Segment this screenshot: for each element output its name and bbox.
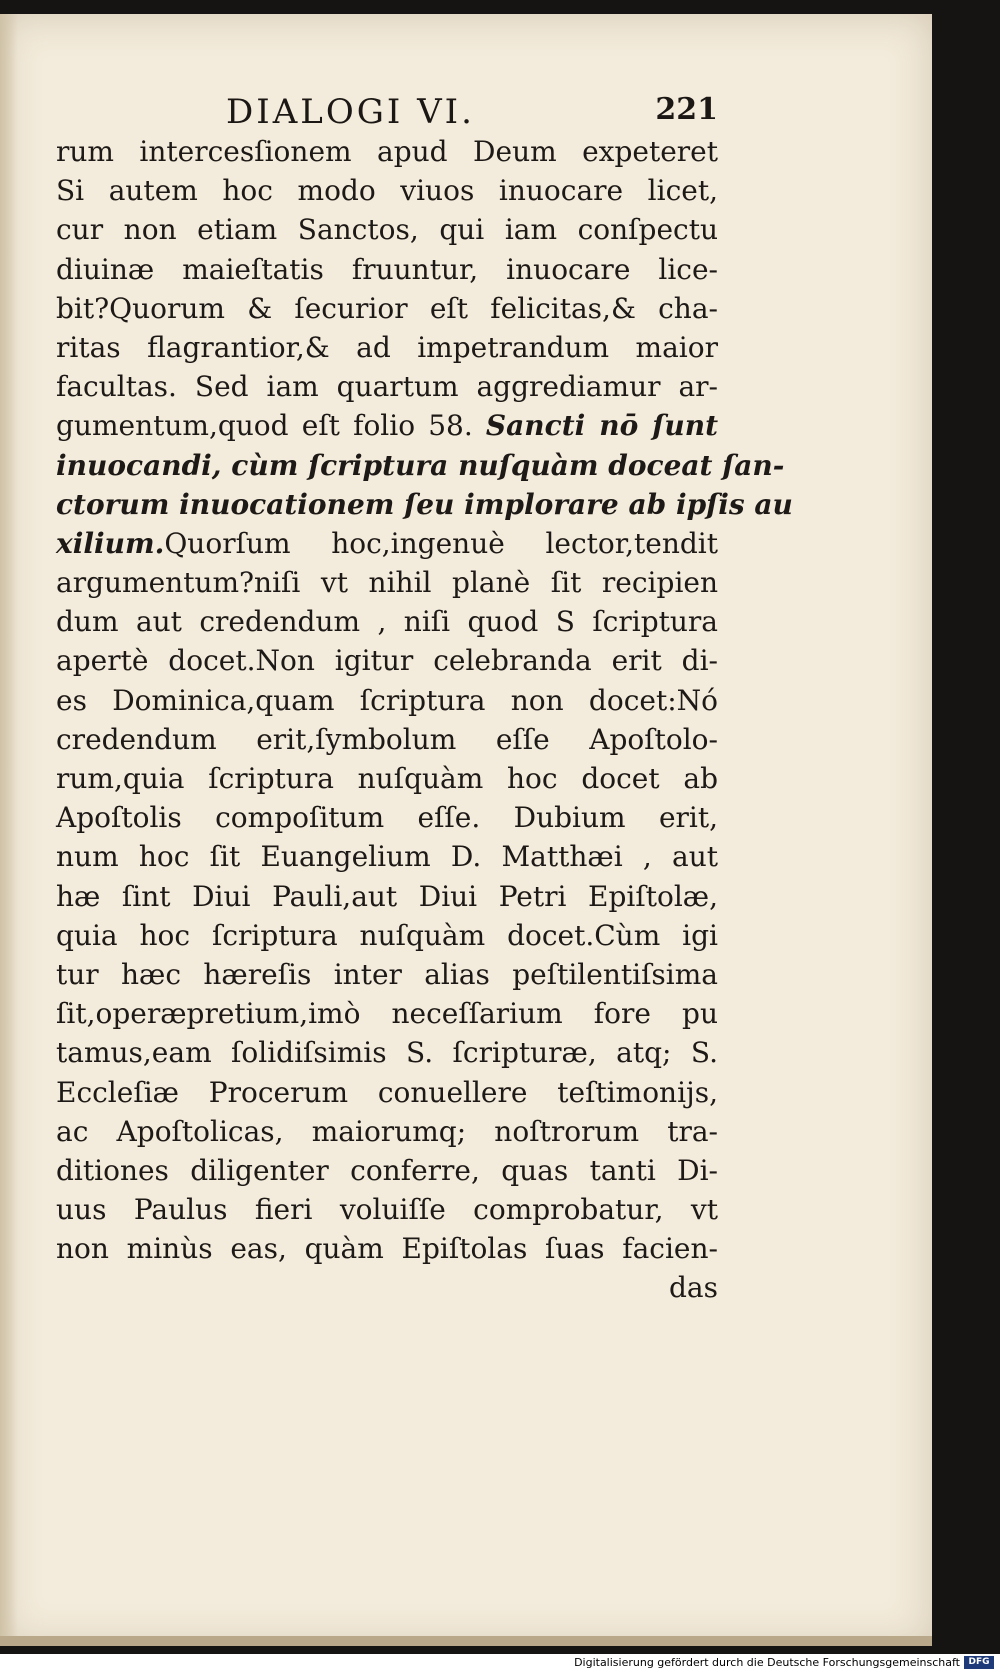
line-text: ditiones diligenter conferre, quas tanti Di- [56,1153,718,1187]
line-text: quia hoc ſcriptura nuſquàm docet.Cùm igi [56,918,718,952]
text-line [56,602,718,641]
text-line [56,720,718,759]
italic-quote: ctorum inuocationem ſeu implorare ab ipſis au [56,487,793,521]
text-line [56,994,718,1033]
dfg-logo: DFG [964,1656,994,1669]
text-line [56,524,718,563]
text-line [56,328,718,367]
line-text: Apoſtolis compoſitum eſſe. Dubium erit, [56,801,718,835]
running-head: DIALOGI VI. [226,92,475,132]
line-text: Eccleſiæ Procerum conuellere teſtimonijs, [56,1075,718,1109]
text-line [56,210,718,249]
text-line [56,289,718,328]
text-line [56,367,718,406]
line-text: ſit,operæpretium,imò neceſſarium fore pu [56,997,718,1031]
text-line [56,916,718,955]
line-text: ac Apoſtolicas, maiorumq; noſtrorum tra- [56,1114,718,1148]
line-text: non minùs eas, quàm Epiſtolas ſuas facien- [56,1232,718,1266]
text-line [56,1190,718,1229]
footer-bar [0,1654,1000,1671]
page-bottom-edge [0,1636,932,1646]
text-line [56,759,718,798]
text-line [56,132,718,171]
line-text: Quorſum hoc,ingenuè lector,tendit [164,526,718,560]
text-line [56,250,718,289]
line-text: gumentum,quod eſt folio 58. [56,409,486,443]
line-text: ritas flagrantior,& ad impetrandum maior [56,330,718,364]
line-text: rum intercesſionem apud Deum expeteret [56,135,718,168]
text-line [56,1229,718,1268]
text-line [56,1112,718,1151]
line-text: tamus,eam ſolidiſsimis S. ſcripturæ, atq; S. [56,1036,718,1070]
funding-notice: Digitalisierung gefördert durch die Deutsche Forschungsgemeinschaft [574,1656,960,1669]
text-line [56,446,785,485]
text-line [56,681,718,720]
line-text: es Dominica,quam ſcriptura non docet:Nó [56,683,718,717]
body-text [56,132,793,1308]
catchword: das [669,1271,718,1305]
line-text: tur hæc hæreſis inter alias peſtilentiſsima [56,957,718,991]
italic-quote: xilium. [56,526,165,560]
text-line [56,798,718,837]
line-text: Si autem hoc modo viuos inuocare licet, [56,174,718,208]
text-line [56,485,793,524]
text-line [56,406,718,445]
line-text: apertè docet.Non igitur celebranda erit di- [56,644,718,678]
page-header [56,92,718,132]
line-text: bit?Quorum & ſecurior eſt felicitas,& cha- [56,291,718,325]
text-line [56,955,718,994]
italic-quote: Sancti nō ſunt [485,409,718,443]
line-text: credendum erit,ſymbolum eſſe Apoſtolo- [56,722,718,756]
text-line [56,1151,718,1190]
text-line [56,641,718,680]
line-text: rum,quia ſcriptura nuſquàm hoc docet ab [56,762,718,795]
line-text: hæ ſint Diui Pauli,aut Diui Petri Epiſtolæ, [56,879,718,913]
italic-quote: inuocandi, cùm ſcriptura nuſquàm doceat ſan- [56,448,785,482]
text-line [56,837,718,876]
text-line [56,1073,718,1112]
line-text: num hoc ſit Euangelium D. Matthæi , aut [56,840,718,874]
page-gutter-shadow [0,14,18,1646]
line-text: cur non etiam Sanctos, qui iam conſpectu [56,213,718,247]
line-text: dum aut credendum , niſi quod S ſcriptura [56,605,718,639]
line-text: argumentum?niſi vt nihil planè ſit recipien [56,566,718,600]
text-line [56,563,718,602]
page-number: 221 [655,92,718,127]
text-line [56,171,718,210]
line-text: uus Paulus fieri voluiſſe comprobatur, vt [56,1193,718,1227]
line-text: diuinæ maieſtatis fruuntur, inuocare lice- [56,252,718,286]
text-line [56,877,718,916]
text-line [56,1033,718,1072]
line-text: facultas. Sed iam quartum aggrediamur ar- [56,370,718,404]
